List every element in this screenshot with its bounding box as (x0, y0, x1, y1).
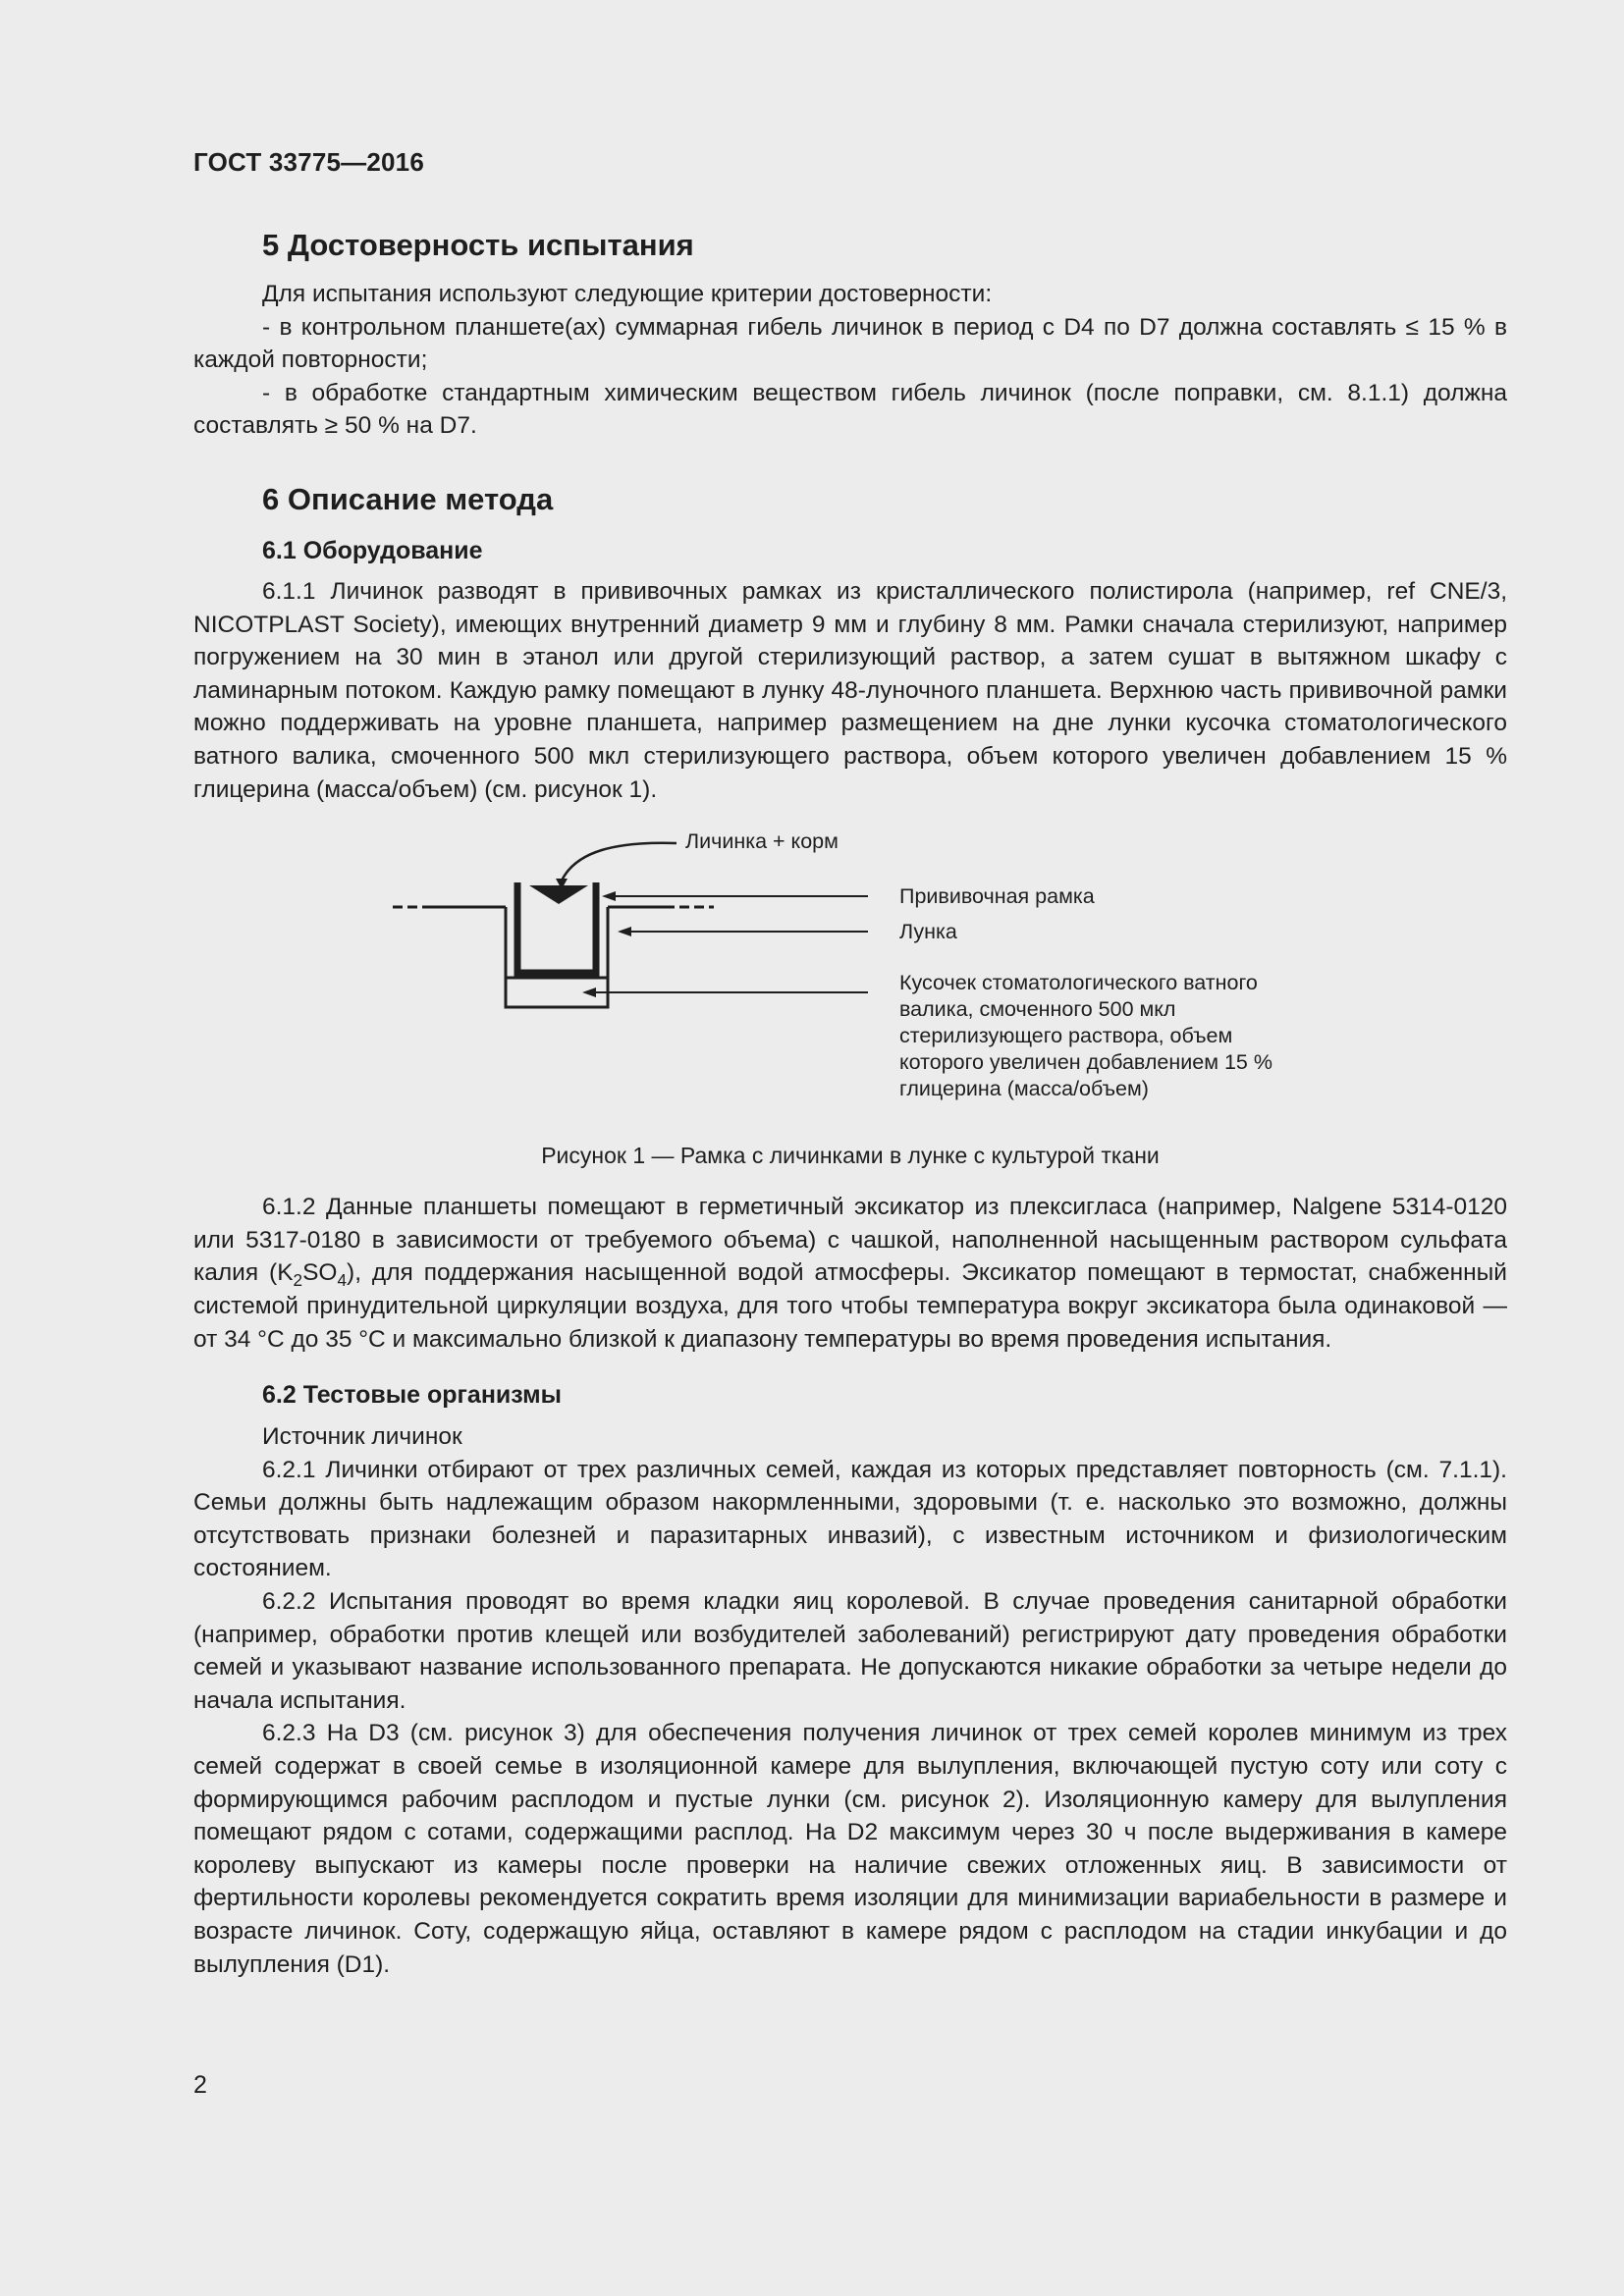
paragraph-6-1-2 (193, 1191, 1507, 1356)
document-body (193, 226, 1507, 1981)
section-5-intro: Для испытания используют следующие критерии достоверности: (262, 281, 993, 307)
larva-arrow-curve (562, 843, 677, 881)
label-cotton-piece-line: стерилизующего раствора, объем (899, 1024, 1233, 1048)
piece-pointer-head (582, 988, 596, 997)
paragraph-6-2-1: 6.2.1 Личинки отбирают от трех различных семей, каждая из которых представляет повторность (см. 7.1.1). Семьи должны быть надлежащим образом накормленными, здоровыми (т. е. насколько это возможно, должны отсутствовать признаки болезней и паразитарных инвазий), с известным источником и физиологическим состоянием. (193, 1456, 1507, 1582)
paragraph-6-1-1: 6.1.1 Личинок разводят в прививочных рамках из кристаллического полистирола (например, ref CNE/3, NICOTPLAST Society), имеющих внутренний диаметр 9 мм и глубину 8 мм. Рамки сначала стерилизуют, например погружением на 30 мин в этанол или другой стерилизующий раствор, а затем сушат в вытяжном шкафу с ламинарным потоком. Каждую рамку помещают в лунку 48-луночного планшета. Верхнюю часть прививочной рамки можно поддерживать на уровне планшета, например размещением на дне лунки кусочка стоматологического ватного валика, смоченного 500 мкл стерилизующего раствора, объем которого увеличен добавлением 15 % глицерина (масса/объем) (см. рисунок 1). (193, 577, 1507, 803)
subsection-6-2-title: 6.2 Тестовые организмы (262, 1381, 562, 1410)
subscript-2: 2 (293, 1270, 303, 1291)
label-grafting-frame: Прививочная рамка (899, 884, 1095, 909)
document-code: ГОСТ 33775—2016 (193, 147, 424, 177)
label-cotton-piece-line: Кусочек стоматологического ватного (899, 971, 1258, 995)
subsection-6-1-title: 6.1 Оборудование (262, 536, 483, 564)
subscript-4: 4 (337, 1270, 348, 1291)
paragraph-6-2-2: 6.2.2 Испытания проводят во время кладки яиц королевой. В случае проведения санитарной обработки (например, обработки против клещей или возбудителей заболеваний) регистрируют дату проведения обработки семей и указывают название использованного препарата. Не допускаются никакие обработки за четыре недели до начала испытания. (193, 1588, 1507, 1714)
paragraph-6-1-2-part-c: ), для поддержания насыщенной водой атмосферы. Эксикатор помещают в термостат, снабженный системой принудительной циркуляции воздуха, для того чтобы температура вокруг эксикатора была одинаковой — от 34 °С до 35 °С и максимально близкой к диапазону температуры во время проведения испытания. (193, 1259, 1507, 1353)
section-6-title: 6 Описание метода (262, 481, 554, 516)
label-well: Лунка (899, 920, 957, 944)
figure-1-caption: Рисунок 1 — Рамка с личинками в лунке с культурой ткани (541, 1143, 1160, 1169)
larvae-source-heading: Источник личинок (262, 1423, 462, 1451)
figure-1 (193, 824, 1507, 1175)
section-5-title: 5 Достоверность испытания (262, 228, 694, 262)
section-5-criterion-1: - в контрольном планшете(ах) суммарная гибель личинок в период с D4 по D7 должна составлять ≤ 15 % в каждой повторности; (193, 313, 1507, 374)
frame-pointer-head (602, 891, 616, 901)
label-cotton-piece-line: валика, смоченного 500 мкл (899, 997, 1176, 1022)
paragraph-6-1-2-part-a: 6.1.2 Данные планшеты помещают в герметичный эксикатор из плексигласа (например, Nalgene 5314-0120 или 5317-0180 в зависимости от требуемого объема) с чашкой, наполненной насыщенным раствором сульфата калия (K (193, 1194, 1507, 1287)
paragraph-6-2-3: 6.2.3 На D3 (см. рисунок 3) для обеспечения получения личинок от трех семей королев минимум из трех семей содержат в своей семье в изоляционной камере для вылупления, включающей пустую соту или соту с формирующимся рабочим расплодом и пустые лунки (см. рисунок 2). Изоляционную камеру для вылупления помещают рядом с сотами, содержащими расплод. На D2 максимум через 30 ч после выдерживания в камере королеву выпускают из камеры после проверки на наличие свежих отложенных яиц. В зависимости от фертильности королевы рекомендуется сократить время изоляции для минимизации вариабельности в размере и возрасте личинок. Соту, содержащую яйца, оставляют в камере рядом с расплодом на стадии инкубации и до вылупления (D1). (193, 1720, 1507, 1978)
page-number: 2 (193, 2071, 207, 2099)
label-larva-food: Личинка + корм (685, 829, 839, 854)
well-pointer-head (618, 927, 631, 936)
label-cotton-piece-line: глицерина (масса/объем) (899, 1077, 1149, 1101)
section-5-criterion-2: - в обработке стандартным химическим веществом гибель личинок (после поправки, см. 8.1.1) должна составлять ≥ 50 % на D7. (193, 379, 1507, 440)
label-cotton-piece (899, 970, 1272, 1102)
larva-food-marker (529, 885, 588, 904)
figure-1-diagram (193, 824, 1507, 1118)
label-cotton-piece-line: которого увеличен добавлением 15 % (899, 1050, 1272, 1075)
paragraph-6-1-2-part-b: SO (302, 1259, 338, 1287)
